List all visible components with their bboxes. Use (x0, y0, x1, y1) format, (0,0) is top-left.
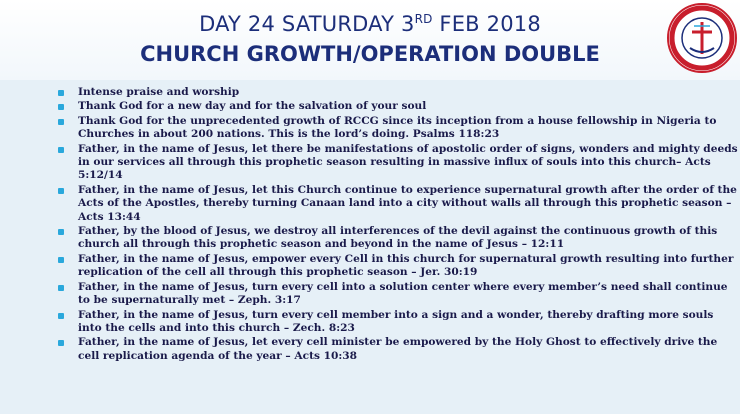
prayer-point-text: Father, in the name of Jesus, let every cell minister be empowered by the Holy Ghost to effectively drive the cell replication agenda of the year – Acts 10:38 (78, 336, 718, 362)
prayer-point-text: Father, in the name of Jesus, turn every cell member into a sign and a wonder, thereby drafting more souls into the cells and into this church – Zech. 8:23 (78, 308, 714, 334)
prayer-point-text: Thank God for a new day and for the salvation of your soul (78, 100, 427, 113)
prayer-point (58, 253, 738, 280)
slide-title-date (0, 12, 740, 36)
prayer-point-text: Intense praise and worship (78, 86, 240, 98)
slide-subtitle: CHURCH GROWTH/OPERATION DOUBLE (140, 42, 600, 66)
prayer-point (58, 184, 738, 224)
prayer-point (58, 225, 738, 252)
prayer-point-text: Father, in the name of Jesus, let there be manifestations of apostolic order of signs, wonders and mighty deeds in our services all through this prophetic season resulting in massive influx of souls into this church– Acts 5:12/14 (78, 142, 738, 182)
prayer-point (58, 281, 738, 308)
prayer-point-text: Thank God for the unprecedented growth of RCCG since its inception from a house fellowship in Nigeria to Churches in about 200 nations. This is the lord’s doing. Psalms 118:23 (78, 114, 717, 141)
prayer-point-text: Father, in the name of Jesus, let this Church continue to experience supernatural growth after the order of the Acts of the Apostles, thereby turning Canaan land into a city without walls all through this prophetic season – Acts 13:44 (78, 183, 737, 223)
rccg-logo (666, 2, 738, 74)
prayer-point-text: Father, by the blood of Jesus, we destroy all interferences of the devil against the continuous growth of this church all through this prophetic season and beyond in the name of Jesus – 12:11 (78, 225, 718, 251)
prayer-points-list (58, 86, 738, 364)
prayer-point (58, 115, 738, 142)
prayer-point (58, 143, 738, 183)
prayer-point (58, 100, 738, 113)
prayer-point-text: Father, in the name of Jesus, turn every cell into a solution center where every member’s need shall continue to be supernaturally met – Zeph. 3:17 (78, 280, 728, 307)
title-day-text: DAY 24 SATURDAY 3 (199, 12, 415, 36)
prayer-point (58, 86, 738, 99)
title-date-tail: FEB 2018 (432, 12, 541, 36)
title-ordinal-superscript: RD (414, 12, 433, 26)
prayer-point (58, 336, 738, 363)
prayer-point-text: Father, in the name of Jesus, empower every Cell in this church for supernatural growth resulting into further replication of the cell all through this prophetic season – Jer. 30:19 (78, 252, 734, 279)
prayer-point (58, 309, 738, 336)
